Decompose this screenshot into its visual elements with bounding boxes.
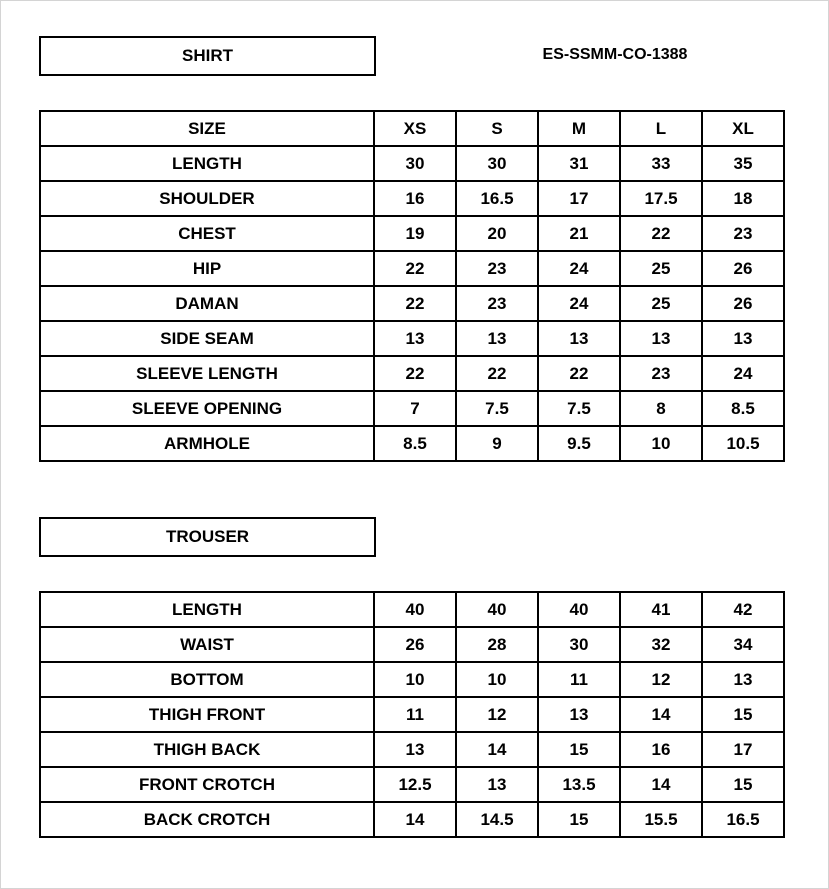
- measurement-value: 40: [456, 592, 538, 627]
- measurement-value: 18: [702, 181, 784, 216]
- measurement-value: 8: [620, 391, 702, 426]
- table-row: [40, 802, 784, 837]
- measurement-value: 15.5: [620, 802, 702, 837]
- measurement-value: 12: [456, 697, 538, 732]
- measurement-value: 7.5: [538, 391, 620, 426]
- style-code: ES-SSMM-CO-1388: [542, 46, 688, 63]
- measurement-value: 17: [702, 732, 784, 767]
- measurement-value: 24: [538, 251, 620, 286]
- table-row: [40, 321, 784, 356]
- measurement-value: 8.5: [702, 391, 784, 426]
- measurement-value: 11: [374, 697, 456, 732]
- measurement-value: 22: [456, 356, 538, 391]
- measurement-value: 42: [702, 592, 784, 627]
- measurement-value: 9: [456, 426, 538, 461]
- measurement-value: 34: [702, 627, 784, 662]
- measurement-value: 14: [374, 802, 456, 837]
- measurement-value: 41: [620, 592, 702, 627]
- measurement-value: 14.5: [456, 802, 538, 837]
- table-row: [40, 426, 784, 461]
- measurement-value: 22: [374, 251, 456, 286]
- measurement-value: 28: [456, 627, 538, 662]
- measurement-value: 13: [374, 321, 456, 356]
- measurement-value: 12.5: [374, 767, 456, 802]
- measurement-value: 14: [620, 767, 702, 802]
- table-row: [40, 286, 784, 321]
- table-row: [40, 356, 784, 391]
- measurement-value: 13: [702, 321, 784, 356]
- measurement-value: 13.5: [538, 767, 620, 802]
- measurement-label: SLEEVE OPENING: [40, 391, 374, 426]
- measurement-value: 31: [538, 146, 620, 181]
- table-row: [40, 216, 784, 251]
- measurement-value: 13: [702, 662, 784, 697]
- measurement-value: 40: [374, 592, 456, 627]
- header-size-label: SIZE: [40, 111, 374, 146]
- table-header-row: [40, 111, 784, 146]
- table-row: [40, 391, 784, 426]
- table-row: [40, 732, 784, 767]
- header-size-cell: S: [456, 111, 538, 146]
- table-row: [40, 592, 784, 627]
- measurement-label: BOTTOM: [40, 662, 374, 697]
- measurement-value: 14: [456, 732, 538, 767]
- shirt-section-title: SHIRT: [39, 36, 376, 76]
- measurement-value: 23: [456, 286, 538, 321]
- header-size-cell: XS: [374, 111, 456, 146]
- measurement-value: 13: [456, 321, 538, 356]
- measurement-value: 16: [620, 732, 702, 767]
- measurement-value: 10.5: [702, 426, 784, 461]
- measurement-value: 24: [702, 356, 784, 391]
- measurement-value: 17: [538, 181, 620, 216]
- measurement-value: 22: [538, 356, 620, 391]
- measurement-value: 13: [374, 732, 456, 767]
- header-size-cell: L: [620, 111, 702, 146]
- measurement-value: 14: [620, 697, 702, 732]
- table-row: [40, 627, 784, 662]
- measurement-value: 35: [702, 146, 784, 181]
- measurement-value: 10: [620, 426, 702, 461]
- measurement-label: CHEST: [40, 216, 374, 251]
- measurement-value: 13: [620, 321, 702, 356]
- measurement-value: 23: [456, 251, 538, 286]
- header-size-cell: XL: [702, 111, 784, 146]
- measurement-label: LENGTH: [40, 592, 374, 627]
- measurement-value: 7: [374, 391, 456, 426]
- measurement-label: SIDE SEAM: [40, 321, 374, 356]
- measurement-value: 30: [456, 146, 538, 181]
- measurement-label: DAMAN: [40, 286, 374, 321]
- measurement-value: 16: [374, 181, 456, 216]
- header-size-cell: M: [538, 111, 620, 146]
- measurement-value: 22: [620, 216, 702, 251]
- table-row: [40, 251, 784, 286]
- measurement-value: 26: [374, 627, 456, 662]
- measurement-value: 15: [538, 802, 620, 837]
- measurement-label: BACK CROTCH: [40, 802, 374, 837]
- table-row: [40, 146, 784, 181]
- measurement-value: 8.5: [374, 426, 456, 461]
- measurement-value: 23: [702, 216, 784, 251]
- measurement-label: THIGH BACK: [40, 732, 374, 767]
- trouser-size-table: [39, 591, 785, 838]
- measurement-value: 22: [374, 286, 456, 321]
- measurement-value: 10: [374, 662, 456, 697]
- measurement-value: 13: [538, 697, 620, 732]
- measurement-label: HIP: [40, 251, 374, 286]
- measurement-label: THIGH FRONT: [40, 697, 374, 732]
- measurement-value: 15: [538, 732, 620, 767]
- measurement-label: SLEEVE LENGTH: [40, 356, 374, 391]
- measurement-value: 20: [456, 216, 538, 251]
- measurement-label: WAIST: [40, 627, 374, 662]
- measurement-value: 13: [538, 321, 620, 356]
- measurement-value: 26: [702, 251, 784, 286]
- measurement-value: 12: [620, 662, 702, 697]
- measurement-value: 22: [374, 356, 456, 391]
- table-row: [40, 767, 784, 802]
- measurement-label: LENGTH: [40, 146, 374, 181]
- measurement-value: 15: [702, 767, 784, 802]
- measurement-value: 16.5: [456, 181, 538, 216]
- shirt-size-table: [39, 110, 785, 462]
- measurement-value: 33: [620, 146, 702, 181]
- measurement-value: 25: [620, 286, 702, 321]
- measurement-value: 30: [374, 146, 456, 181]
- measurement-value: 19: [374, 216, 456, 251]
- measurement-value: 11: [538, 662, 620, 697]
- measurement-label: ARMHOLE: [40, 426, 374, 461]
- measurement-value: 30: [538, 627, 620, 662]
- table-row: [40, 662, 784, 697]
- measurement-value: 23: [620, 356, 702, 391]
- measurement-value: 7.5: [456, 391, 538, 426]
- table-row: [40, 181, 784, 216]
- table-row: [40, 697, 784, 732]
- measurement-value: 32: [620, 627, 702, 662]
- measurement-value: 26: [702, 286, 784, 321]
- measurement-value: 40: [538, 592, 620, 627]
- measurement-value: 10: [456, 662, 538, 697]
- measurement-label: SHOULDER: [40, 181, 374, 216]
- measurement-value: 24: [538, 286, 620, 321]
- measurement-value: 9.5: [538, 426, 620, 461]
- trouser-section-title: TROUSER: [39, 517, 376, 557]
- measurement-value: 16.5: [702, 802, 784, 837]
- measurement-value: 15: [702, 697, 784, 732]
- measurement-value: 25: [620, 251, 702, 286]
- measurement-value: 21: [538, 216, 620, 251]
- measurement-value: 17.5: [620, 181, 702, 216]
- measurement-label: FRONT CROTCH: [40, 767, 374, 802]
- measurement-value: 13: [456, 767, 538, 802]
